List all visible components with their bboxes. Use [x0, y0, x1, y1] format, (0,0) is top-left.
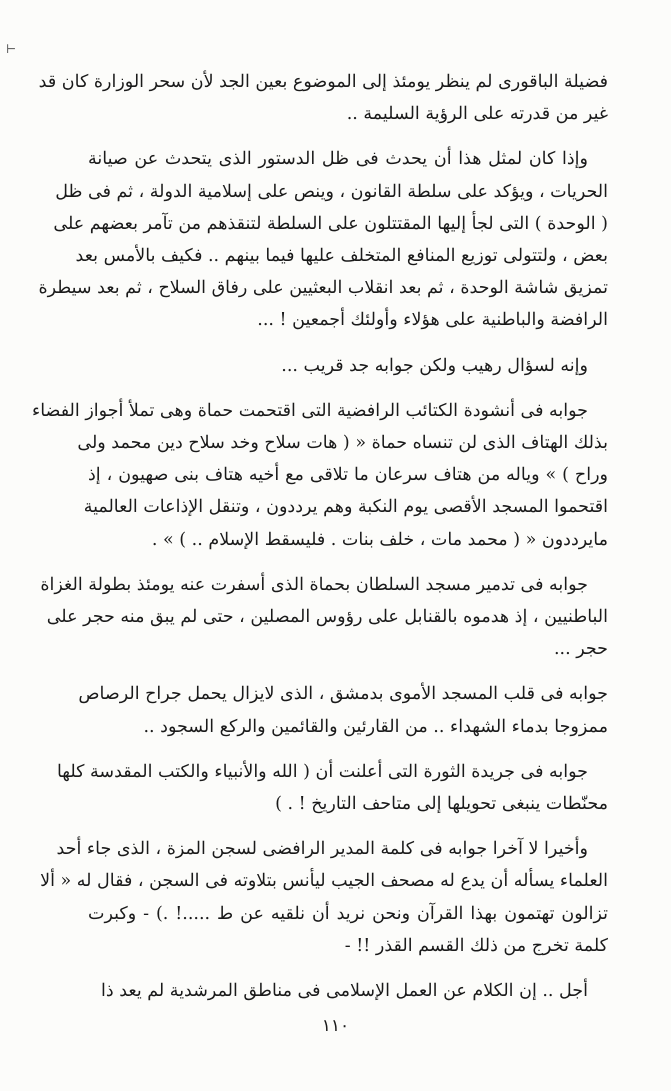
- paragraph: [88, 975, 608, 1007]
- paragraph: [88, 350, 608, 382]
- text-line: ( الوحدة ) التى لجأ إليها المقتتلون على السلطة لتنقذهم من تآمر بعضهم على: [53, 213, 608, 234]
- text-line: تمزيق شاشة الوحدة ، ثم بعد انقلاب البعثيين على رفاق السلاح ، ثم بعد سيطرة: [38, 278, 608, 299]
- paragraph: [78, 678, 608, 742]
- text-line: بعض ، ولتتولى توزيع المنافع المتخلف عليها فيما بينهم .. فكيف بالأمس بعد: [75, 246, 608, 267]
- text-line: حجر ...: [553, 639, 608, 660]
- text-line: جوابه فى تدمير مسجد السلطان بحماة الذى أسفرت عنه يومئذ بطولة الغزاة: [40, 574, 588, 595]
- text-line: تزالون تهتمون بهذا القرآن ونحن نريد أن نلقيه عن ط .....! .) - وكبرت: [88, 903, 608, 924]
- text-line: كلمة تخرج من ذلك القسم القذر !! -: [344, 935, 608, 956]
- text-line: وإنه لسؤال رهيب ولكن جوابه جد قريب ...: [281, 355, 588, 376]
- text-line: العلماء يسأله أن يدع له مصحف الجيب ليأنس بتلاوته فى السجن ، فقال له « ألا: [40, 871, 608, 892]
- text-line: جوابه فى جريدة الثورة التى أعلنت أن ( الله والأنبياء والكتب المقدسة كلها: [56, 761, 588, 782]
- text-line: الحريات ، ويؤكد على سلطة القانون ، وينص على إسلامية الدولة ، ثم فى ظل: [55, 181, 608, 202]
- text-line: جوابه فى قلب المسجد الأموى بدمشق ، الذى لايزال يحمل جراح الرصاص: [78, 684, 608, 705]
- text-line: بذلك الهتاف الذى لن تنساه حماة « ( هات سلاح وخد سلاح دين محمد ولى: [77, 433, 608, 454]
- text-line: وإذا كان لمثل هذا أن يحدث فى ظل الدستور الذى يتحدث عن صيانة: [88, 149, 588, 170]
- paragraph: [40, 833, 608, 962]
- text-line: اقتحموا المسجد الأقصى يوم النكبة وهم يرددون ، وتنقل الإذاعات العالمية: [83, 497, 608, 518]
- text-line: أجل .. إن الكلام عن العمل الإسلامى فى مناطق المرشدية لم يعد ذا: [100, 981, 588, 1002]
- text-line: جوابه فى أنشودة الكتائب الرافضية التى اقتحمت حماة وهى تملأ أجواز الفضاء: [31, 400, 588, 421]
- paragraph: [31, 395, 608, 556]
- text-line: ممزوجا بدماء الشهداء .. من القارئين والقائمين والركع السجود ..: [143, 716, 608, 737]
- page-number: ١١٠: [321, 1016, 350, 1036]
- paragraph: [56, 756, 608, 820]
- paragraph: [38, 66, 608, 130]
- text-line: الرافضة والباطنية على هؤلاء وأولئك أجمعين ! ...: [257, 310, 608, 331]
- paragraph: [40, 569, 608, 666]
- text-line: وأخيرا لا آخرا جوابه فى كلمة المدير الرافضى لسجن المزة ، الذى جاء أحد: [56, 839, 588, 860]
- text-line: وراح ) » وياله من هتاف سرعان ما تلاقى مع أخيه هتاف بنى صهيون ، إذ: [88, 465, 608, 486]
- page-body: [31, 66, 608, 1020]
- paragraph: [38, 143, 608, 336]
- scan-edge-mark: ⊢: [6, 42, 17, 56]
- text-line: فضيلة الباقورى لم ينظر يومئذ إلى الموضوع بعين الجد لأن سحر الوزارة كان قد: [38, 72, 608, 92]
- text-line: الباطنيين ، إذ هدموه بالقنابل على رؤوس المصلين ، حتى لم يبق منه حجر على: [46, 607, 608, 628]
- text-line: مايرددون « ( محمد مات ، خلف بنات . فليسقط الإسلام .. ) » .: [151, 529, 608, 550]
- text-line: غير من قدرته على الرؤية السليمة ..: [346, 104, 608, 125]
- text-line: محنّطات ينبغى تحويلها إلى متاحف التاريخ ! . ): [275, 794, 608, 815]
